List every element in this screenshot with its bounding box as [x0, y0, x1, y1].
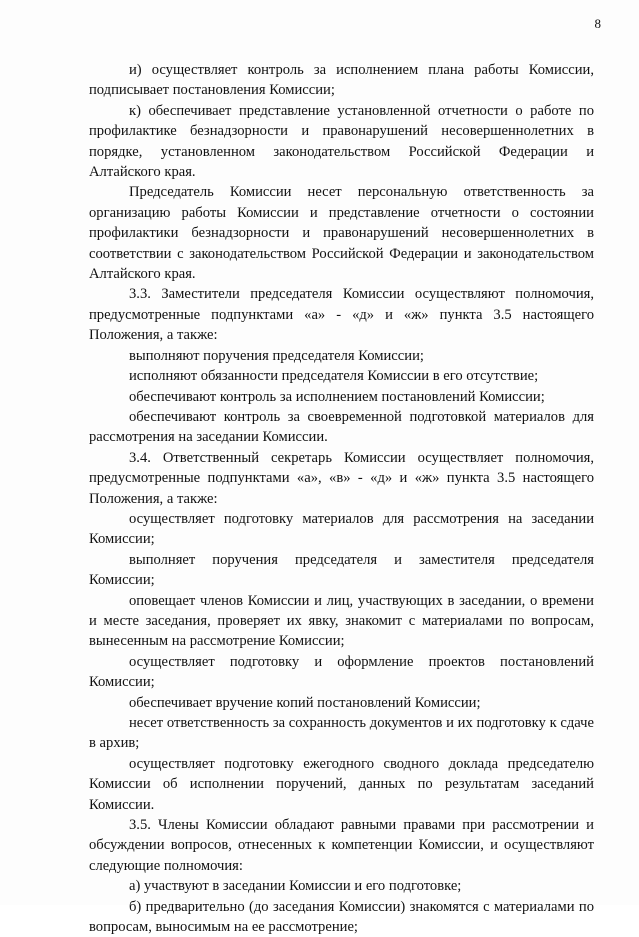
paragraph: оповещает членов Комиссии и лиц, участвующих в заседании, о времени и месте заседания, проверяет их явку, знакомит с материалами по вопросам, вынесенным на рассмотрение Комиссии;: [89, 592, 594, 650]
paragraph: осуществляет подготовку и оформление проектов постановлений Комиссии;: [89, 653, 594, 691]
paragraph: исполняют обязанности председателя Комиссии в его отсутствие;: [129, 368, 539, 385]
paragraph: осуществляет подготовку ежегодного сводного доклада председателю Комиссии об исполнении поручений, данных по результатам заседаний Комиссии.: [89, 755, 594, 813]
paragraph: выполняют поручения председателя Комиссии;: [129, 347, 424, 364]
paragraph: 3.3. Заместители председателя Комиссии осуществляют полномочия, предусмотренные подпунктами «а» - «д» и «ж» пункта 3.5 настоящего Положения, а также:: [89, 286, 594, 344]
paragraph: а) участвуют в заседании Комиссии и его подготовке;: [129, 878, 462, 895]
paragraph: обеспечивает вручение копий постановлений Комиссии;: [129, 694, 481, 711]
paragraph: обеспечивают контроль за своевременной подготовкой материалов для рассмотрения на заседании Комиссии.: [89, 408, 594, 446]
page-number: 8: [594, 16, 601, 31]
paragraph: 3.4. Ответственный секретарь Комиссии осуществляет полномочия, предусмотренные подпунктами «а», «в» - «д» и «ж» пункта 3.5 настоящего Положения, а также:: [89, 449, 594, 507]
paragraph: б) предварительно (до заседания Комиссии) знакомятся с материалами по вопросам, выносимым на ее рассмотрение;: [89, 898, 594, 936]
paragraph: к) обеспечивает представление установленной отчетности о работе по профилактике безнадзорности и правонарушений несовершеннолетних в порядке, установленном законодательством Российской Федерации и Алтайского края.: [89, 102, 594, 181]
paragraph: осуществляет подготовку материалов для рассмотрения на заседании Комиссии;: [89, 510, 594, 548]
paragraph: 3.5. Члены Комиссии обладают равными правами при рассмотрении и обсуждении вопросов, отнесенных к компетенции Комиссии, и осуществляют следующие полномочия:: [89, 817, 594, 874]
paragraph: несет ответственность за сохранность документов и их подготовку к сдаче в архив;: [89, 715, 594, 752]
document-body: [89, 60, 594, 937]
paragraph: и) осуществляет контроль за исполнением плана работы Комиссии, подписывает постановления Комиссии;: [89, 62, 594, 99]
paragraph: обеспечивают контроль за исполнением постановлений Комиссии;: [129, 388, 545, 405]
paragraph: выполняет поручения председателя и заместителя председателя Комиссии;: [89, 551, 594, 589]
paragraph: Председатель Комиссии несет персональную ответственность за организацию работы Комиссии и представление отчетности о состоянии профилактики безнадзорности и правонарушений несовершеннолетних в соответствии с законодательством Российской Федерации и законодательством Алтайского края.: [89, 184, 594, 283]
